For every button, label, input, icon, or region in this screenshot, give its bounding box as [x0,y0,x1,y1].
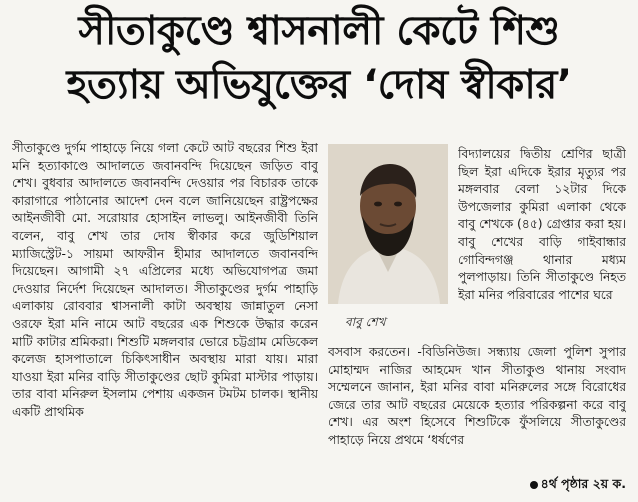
headline-line-1: সীতাকুণ্ডে শ্বাসনালী কেটে শিশু [78,8,560,54]
portrait-illustration [328,144,448,304]
headline [0,4,638,112]
portrait-photo [328,144,448,304]
article-column-2-bottom: বসবাস করতেন। -বিডিনিউজ। সন্ধ্যায় জেলা পুলিশ সুপার মোহাম্মদ নাজির আহমেদ খান সীতাকুণ্ড থানায় সংবাদ সম্মেলনে জানান, ইরা মনির বাবা মনিরুলের সঙ্গে বিরোধের জেরে তার আট বছরের মেয়েকে হত্যার পরিকল্পনা করে বাবু শেখ। এর অংশ হিসেবে শিশুটিকে ফুঁসলিয়ে সীতাকুণ্ডের পাহাড়ে নিয়ে প্রথমে ‘ধর্ষণের [328,345,626,447]
bullet-icon [530,481,538,489]
photo-caption: বাবু শেখ [345,315,386,329]
continuation-note [530,476,626,496]
continuation-text: ৪র্থ পৃষ্ঠার ২য় ক. [540,476,626,491]
headline-line-2: হত্যায় অভিযুক্তের ‘দোষ স্বীকার’ [66,62,572,108]
article-column-1: সীতাকুণ্ডে দুর্গম পাহাড়ে নিয়ে গলা কেটে আট বছরের শিশু ইরা মনি হত্যাকাণ্ডে আদালতে জবানবন্দি দিয়েছেন জড়িত বাবু শেখ। বুধবার আদালতে জবানবন্দি দেওয়ার পর বিচারক তাকে কারাগারে পাঠানোর আদেশ দেন বলে জানিয়েছেন রাষ্ট্রপক্ষের আইনজীবী মো. সরোয়ার হোসাইন লাভলু। আইনজীবী তিনি বলেন, বাবু শেখ তার দোষ স্বীকার করে জুডিশিয়াল ম্যাজিস্ট্রেট-১ সায়মা আফরীন হীমার আদালতে জবানবন্দি দিয়েছেন। আগামী ২৭ এপ্রিলের মধ্যে অভিযোগপত্র জমা দেওয়ার নির্দেশ দিয়েছেন আদালত। সীতাকুণ্ডের দুর্গম পাহাড়ি এলাকায় রোববার শ্বাসনালী কাটা অবস্থায় জান্নাতুল নেসা ওরফে ইরা মনি নামে আট বছরের এক শিশুকে উদ্ধার করেন মাটি কাটার শ্রমিকরা। শিশুটি মঙ্গলবার ভোরে চট্টগ্রাম মেডিকেল কলেজ হাসপাতালে চিকিৎসাধীন অবস্থায় মারা যায়। মারা যাওয়া ইরা মনির বাড়ি সীতাকুণ্ডের ছোট কুমিরা মাস্টার পাড়ায়। তার বাবা মনিরুল ইসলাম পেশায় একজন টমটম চালক। স্থানীয় একটি প্রাথমিক [12,141,318,419]
article-column-2-top: বিদ্যালয়ের দ্বিতীয় শ্রেণির ছাত্রী ছিল ইরা এদিকে ইরার মৃত্যুর পর মঙ্গলবার বেলা ১২টার দিকে উপজেলার কুমিরা এলাকা থেকে বাবু শেখকে (৪৫) গ্রেপ্তার করা হয়। বাবু শেখের বাড়ি গাইবান্ধার গোবিন্দগঞ্জ থানার মধ্যম পুলপাড়ায়। তিনি সীতাকুণ্ডে নিহত ইরা মনির পরিবারের পাশের ঘরে [458,147,626,302]
